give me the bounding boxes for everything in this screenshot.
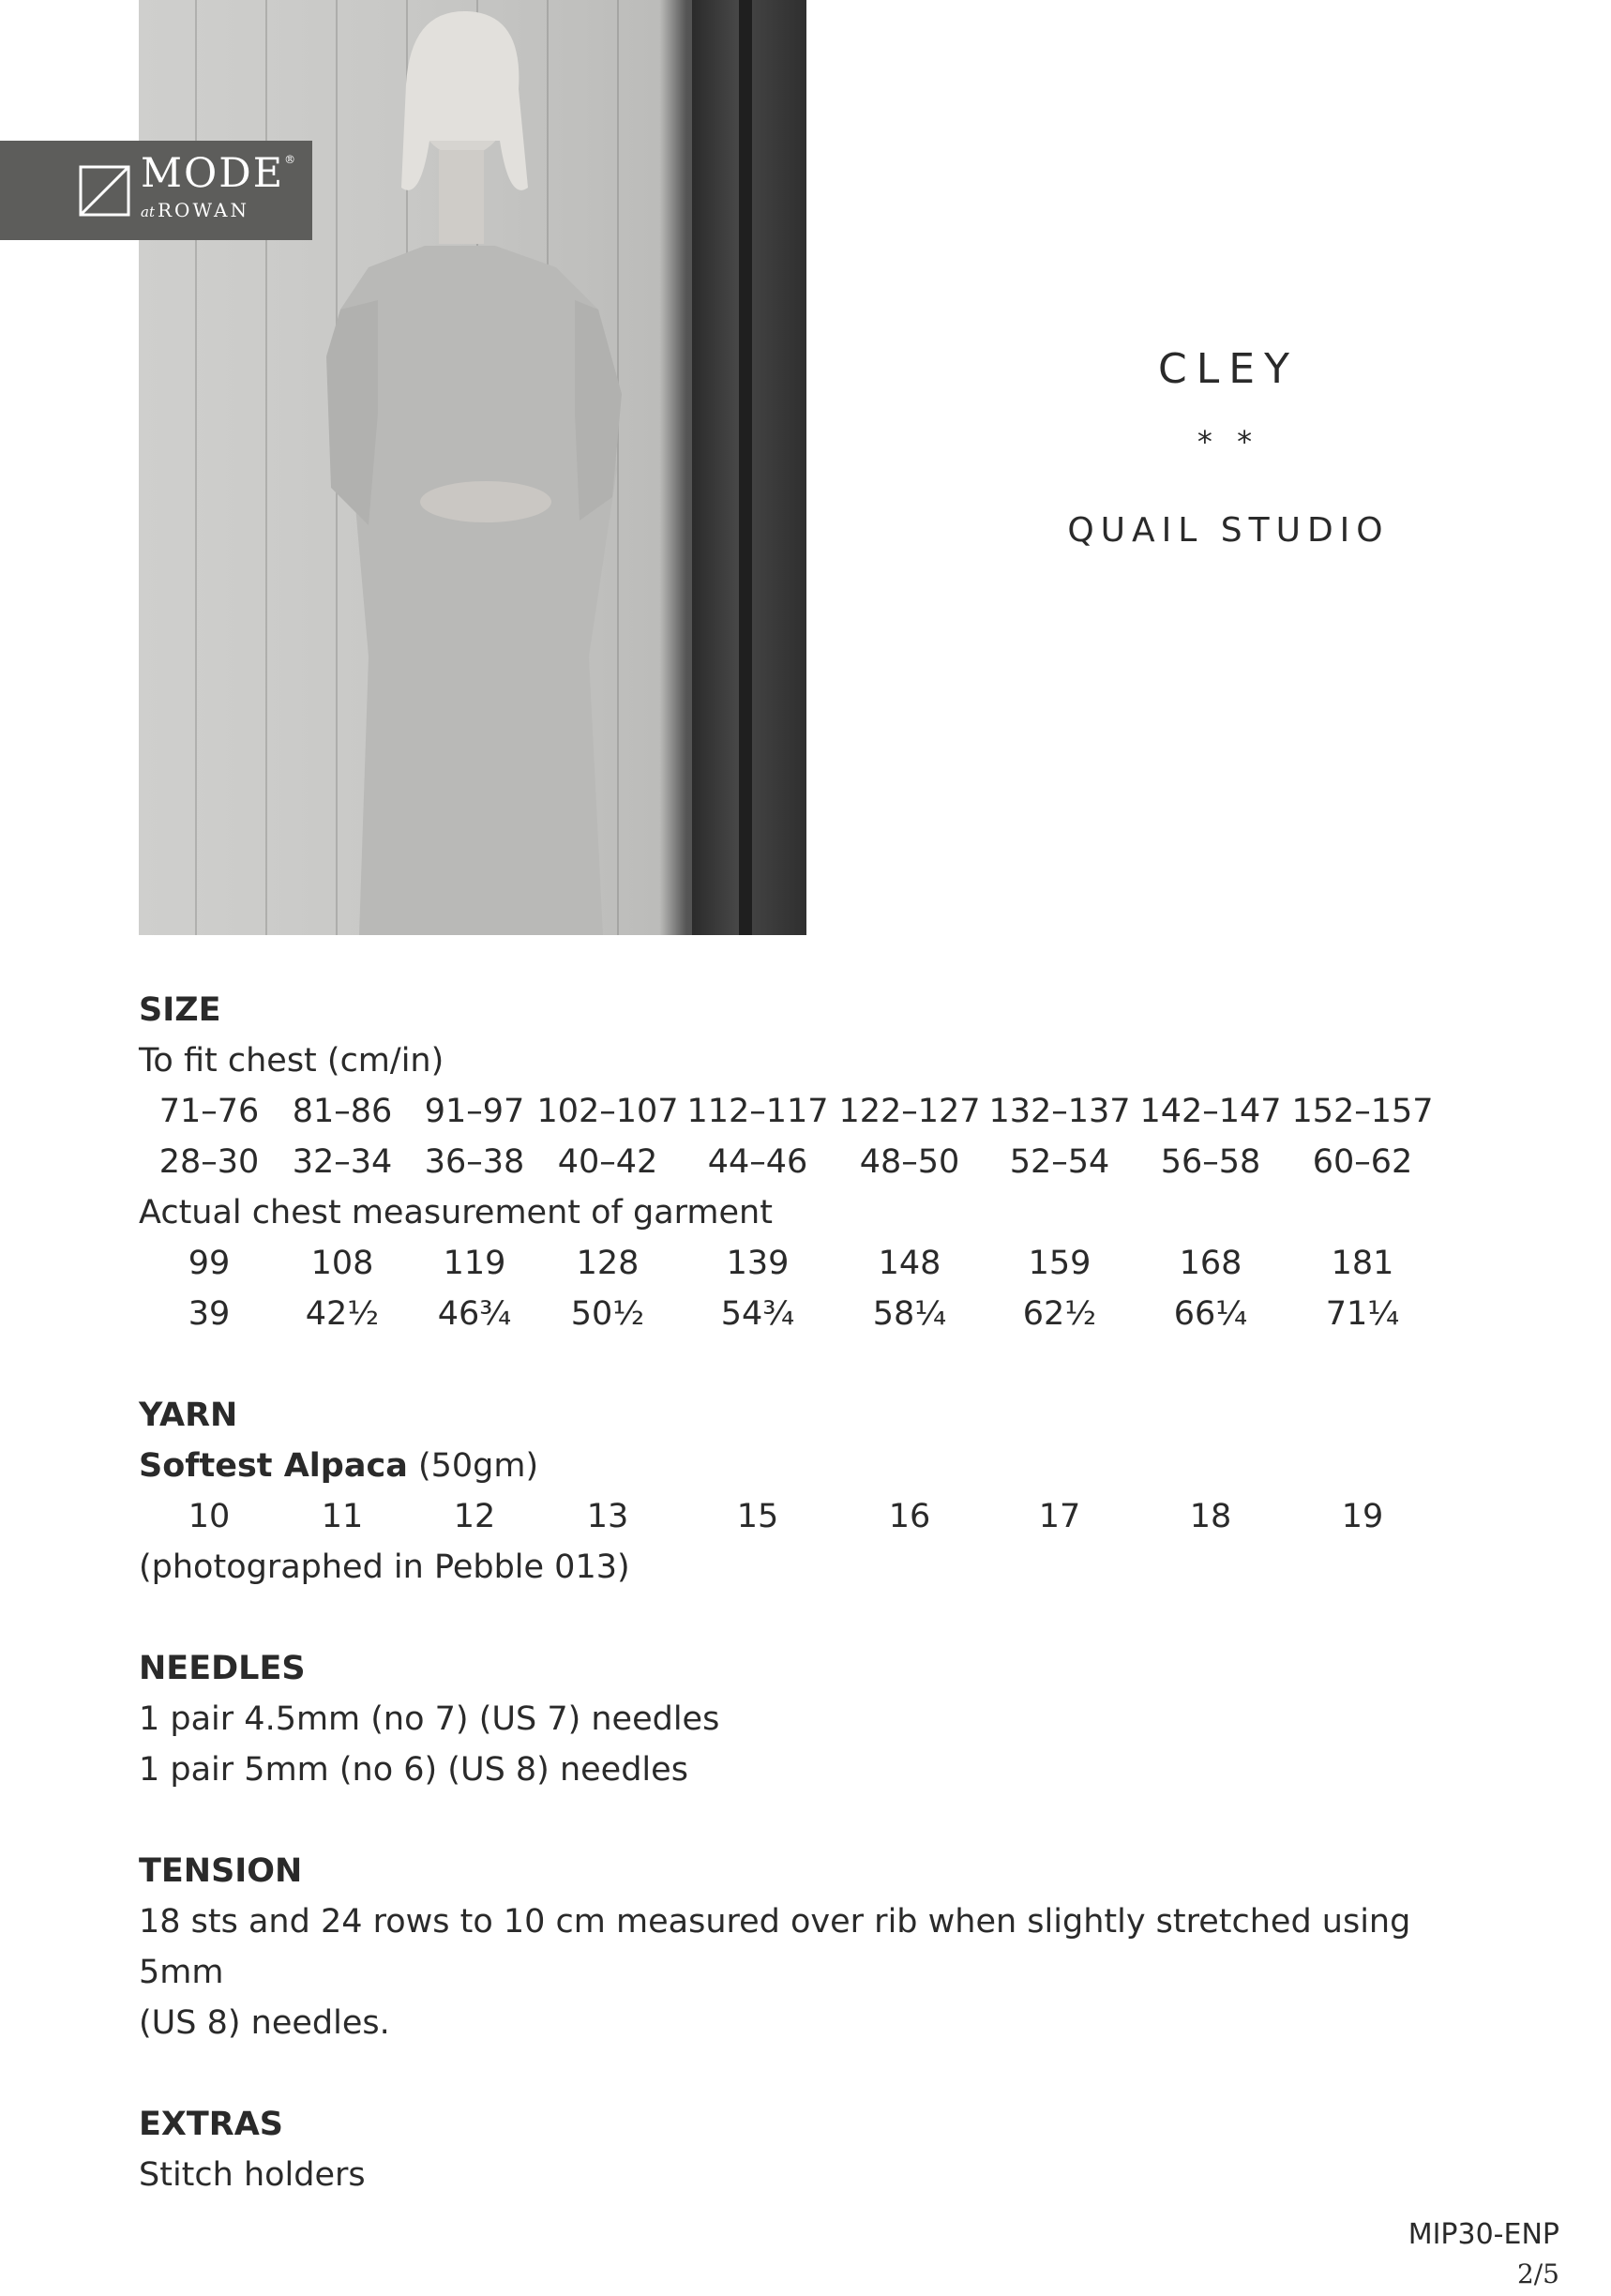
size-cell: 142–147 [1139,1093,1282,1130]
fit-cm-row [139,1086,1470,1137]
size-cell: 58¼ [872,1295,947,1333]
logo-mark-icon [79,165,130,217]
size-cell: 99 [188,1245,231,1282]
size-cell: 54¾ [720,1295,795,1333]
size-cell: 44–46 [707,1143,808,1181]
size-cell: 11 [321,1498,364,1535]
extras-text: Stitch holders [139,2156,366,2194]
tension-line: (US 8) needles. [139,2004,390,2042]
needles-line: 1 pair 4.5mm (no 7) (US 7) needles [139,1700,720,1738]
difficulty-rating: * * [1197,424,1260,460]
size-cell: 50½ [570,1295,645,1333]
size-cell: 28–30 [158,1143,260,1181]
size-cell: 62½ [1022,1295,1097,1333]
fit-in-row [139,1137,1470,1187]
size-cell: 46¾ [437,1295,512,1333]
size-cell: 71¼ [1325,1295,1400,1333]
size-cell: 48–50 [859,1143,960,1181]
size-cell: 42½ [305,1295,380,1333]
size-cell: 91–97 [424,1093,525,1130]
yarn-weight: (50gm) [417,1447,539,1485]
size-cell: 36–38 [424,1143,525,1181]
size-cell: 60–62 [1312,1143,1413,1181]
fit-label: To fit chest (cm/in) [139,1042,444,1080]
yarn-note: (photographed in Pebble 013) [139,1548,630,1586]
size-cell: 119 [443,1245,506,1282]
size-cell: 139 [726,1245,790,1282]
extras-heading: EXTRAS [139,2106,284,2143]
actual-label: Actual chest measurement of garment [139,1194,773,1231]
designer-name: QUAIL STUDIO [1067,511,1390,550]
size-cell: 12 [453,1498,496,1535]
pattern-code: MIP30-ENP [1408,2218,1559,2251]
size-cell: 122–127 [838,1093,981,1130]
tension-heading: TENSION [139,1852,303,1890]
logo-brand: MODE® [141,150,298,197]
size-heading: SIZE [139,991,221,1029]
needles-line: 1 pair 5mm (no 6) (US 8) needles [139,1751,688,1789]
mode-at-rowan-logo [0,141,312,240]
size-cell: 168 [1179,1245,1242,1282]
size-cell: 102–107 [536,1093,679,1130]
size-cell: 71–76 [158,1093,260,1130]
size-cell: 39 [188,1295,231,1333]
size-cell: 18 [1189,1498,1232,1535]
size-cell: 17 [1038,1498,1081,1535]
yarn-balls-row [139,1491,1470,1542]
actual-cm-row [139,1238,1470,1289]
size-cell: 16 [888,1498,931,1535]
size-cell: 152–157 [1291,1093,1434,1130]
size-cell: 181 [1331,1245,1394,1282]
size-cell: 13 [586,1498,629,1535]
size-cell: 108 [310,1245,374,1282]
size-cell: 32–34 [292,1143,393,1181]
size-cell: 148 [878,1245,941,1282]
size-cell: 15 [736,1498,779,1535]
tension-line: 18 sts and 24 rows to 10 cm measured over rib when slightly stretched using 5mm [139,1903,1411,1991]
actual-in-row [139,1289,1470,1339]
size-cell: 112–117 [686,1093,829,1130]
size-cell: 132–137 [988,1093,1131,1130]
yarn-name-line [139,1441,1470,1491]
size-cell: 159 [1028,1245,1092,1282]
size-cell: 81–86 [292,1093,393,1130]
pattern-details [139,985,1470,2200]
size-cell: 19 [1341,1498,1384,1535]
yarn-name: Softest Alpaca [139,1447,408,1485]
size-cell: 66¼ [1173,1295,1248,1333]
size-cell: 40–42 [557,1143,658,1181]
yarn-heading: YARN [139,1397,238,1434]
size-cell: 128 [576,1245,640,1282]
logo-sub: at ROWAN [141,199,249,221]
size-cell: 52–54 [1009,1143,1110,1181]
needles-heading: NEEDLES [139,1650,306,1687]
page-number: 2/5 [1516,2258,1559,2289]
size-cell: 56–58 [1160,1143,1261,1181]
pattern-title: CLEY [1158,345,1299,393]
size-cell: 10 [188,1498,231,1535]
